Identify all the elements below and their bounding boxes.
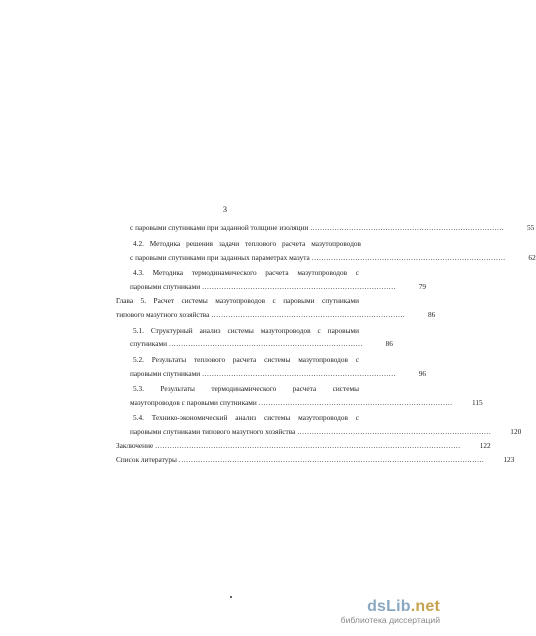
toc-entry-page: 86 — [385, 339, 393, 348]
toc-entry — [116, 310, 436, 319]
toc-entry-page: 115 — [472, 398, 483, 407]
toc-entry-text: с паровыми спутниками при заданной толщине изоляции — [130, 223, 309, 232]
toc-leader-dots: ................................................................................ — [258, 398, 453, 407]
toc-entry — [133, 326, 359, 335]
toc-leader-dots: ................................................................................ — [169, 339, 363, 348]
toc-entry-page: 79 — [418, 282, 427, 291]
toc-entry — [116, 441, 491, 450]
toc-entry — [116, 296, 359, 305]
toc-leader-dots: ................................................................................ — [211, 310, 406, 319]
toc-entry-text: с паровыми спутниками при заданных параметрах мазута — [130, 253, 310, 262]
toc-entry — [130, 427, 522, 436]
toc-entry — [130, 253, 536, 262]
page-number: 3 — [222, 204, 228, 214]
toc-entry-text: Заключение — [116, 441, 154, 450]
scan-speck — [230, 596, 232, 598]
watermark — [341, 598, 440, 626]
toc-entry — [133, 384, 359, 393]
toc-leader-dots: .............................................................................................................................. — [178, 455, 485, 464]
toc-entry-text: мазутопроводов с паровыми спутниками — [130, 398, 257, 407]
toc-entry-text: 5.3. Результаты термодинамического расчета системы — [133, 384, 359, 393]
toc-entry — [133, 413, 359, 422]
toc-entry-text: 5.4. Технико-экономический анализ системы мазутопроводов с — [133, 413, 359, 422]
toc-leader-dots: ................................................................................ — [297, 427, 492, 436]
toc-leader-dots: ................................................................................ — [310, 223, 505, 232]
toc-entry-text: 4.3. Методика термодинамического расчета мазутопроводов с — [133, 268, 359, 277]
toc-entry-text: паровыми спутниками — [130, 369, 201, 378]
toc-entry-text: 4.2. Методика решения задачи теплового расчета мазутопроводов — [133, 239, 361, 248]
toc-leader-dots: ................................................................................ — [311, 253, 506, 262]
toc-entry — [130, 398, 483, 407]
toc-entry-page: 96 — [418, 369, 427, 378]
toc-entry-page: 122 — [479, 441, 491, 450]
watermark-tld: .net — [410, 598, 440, 615]
toc-entry — [130, 369, 427, 378]
watermark-logo — [341, 598, 440, 615]
toc-entry-text: 5.2. Результаты теплового расчета системы мазутопроводов с — [133, 355, 359, 364]
toc-entry-text: 5.1. Структурный анализ системы мазутопроводов с паровыми — [133, 326, 359, 335]
toc-entry-text: Список литературы — [116, 455, 177, 464]
toc-entry-text: типового мазутного хозяйства — [116, 310, 210, 319]
toc-entry-page: 120 — [510, 427, 522, 436]
toc-entry — [130, 339, 393, 348]
toc-entry-text: паровыми спутниками типового мазутного хозяйства — [130, 427, 296, 436]
toc-entry — [133, 239, 361, 248]
toc-leader-dots: ................................................................................ — [202, 369, 397, 378]
toc-entry — [133, 268, 359, 277]
toc-leader-dots: .............................................................................................................................. — [155, 441, 461, 450]
toc-leader-dots: ................................................................................ — [202, 282, 397, 291]
toc-entry — [130, 282, 427, 291]
toc-entry-page: 62 — [528, 253, 536, 262]
toc-entry — [130, 223, 535, 232]
toc-entry-text: спутниками — [130, 339, 167, 348]
toc-entry-text: паровыми спутниками — [130, 282, 201, 291]
toc-entry-page: 55 — [526, 223, 535, 232]
toc-entry-text: Глава 5. Расчет системы мазутопроводов с паровыми спутниками — [116, 296, 359, 305]
watermark-subtitle: библиотека диссертаций — [340, 615, 440, 625]
toc-entry-page: 86 — [428, 310, 436, 319]
watermark-brand: dsLib — [367, 598, 411, 615]
toc-entry — [116, 455, 515, 464]
toc-entry — [133, 355, 359, 364]
toc-entry-page: 123 — [503, 455, 515, 464]
